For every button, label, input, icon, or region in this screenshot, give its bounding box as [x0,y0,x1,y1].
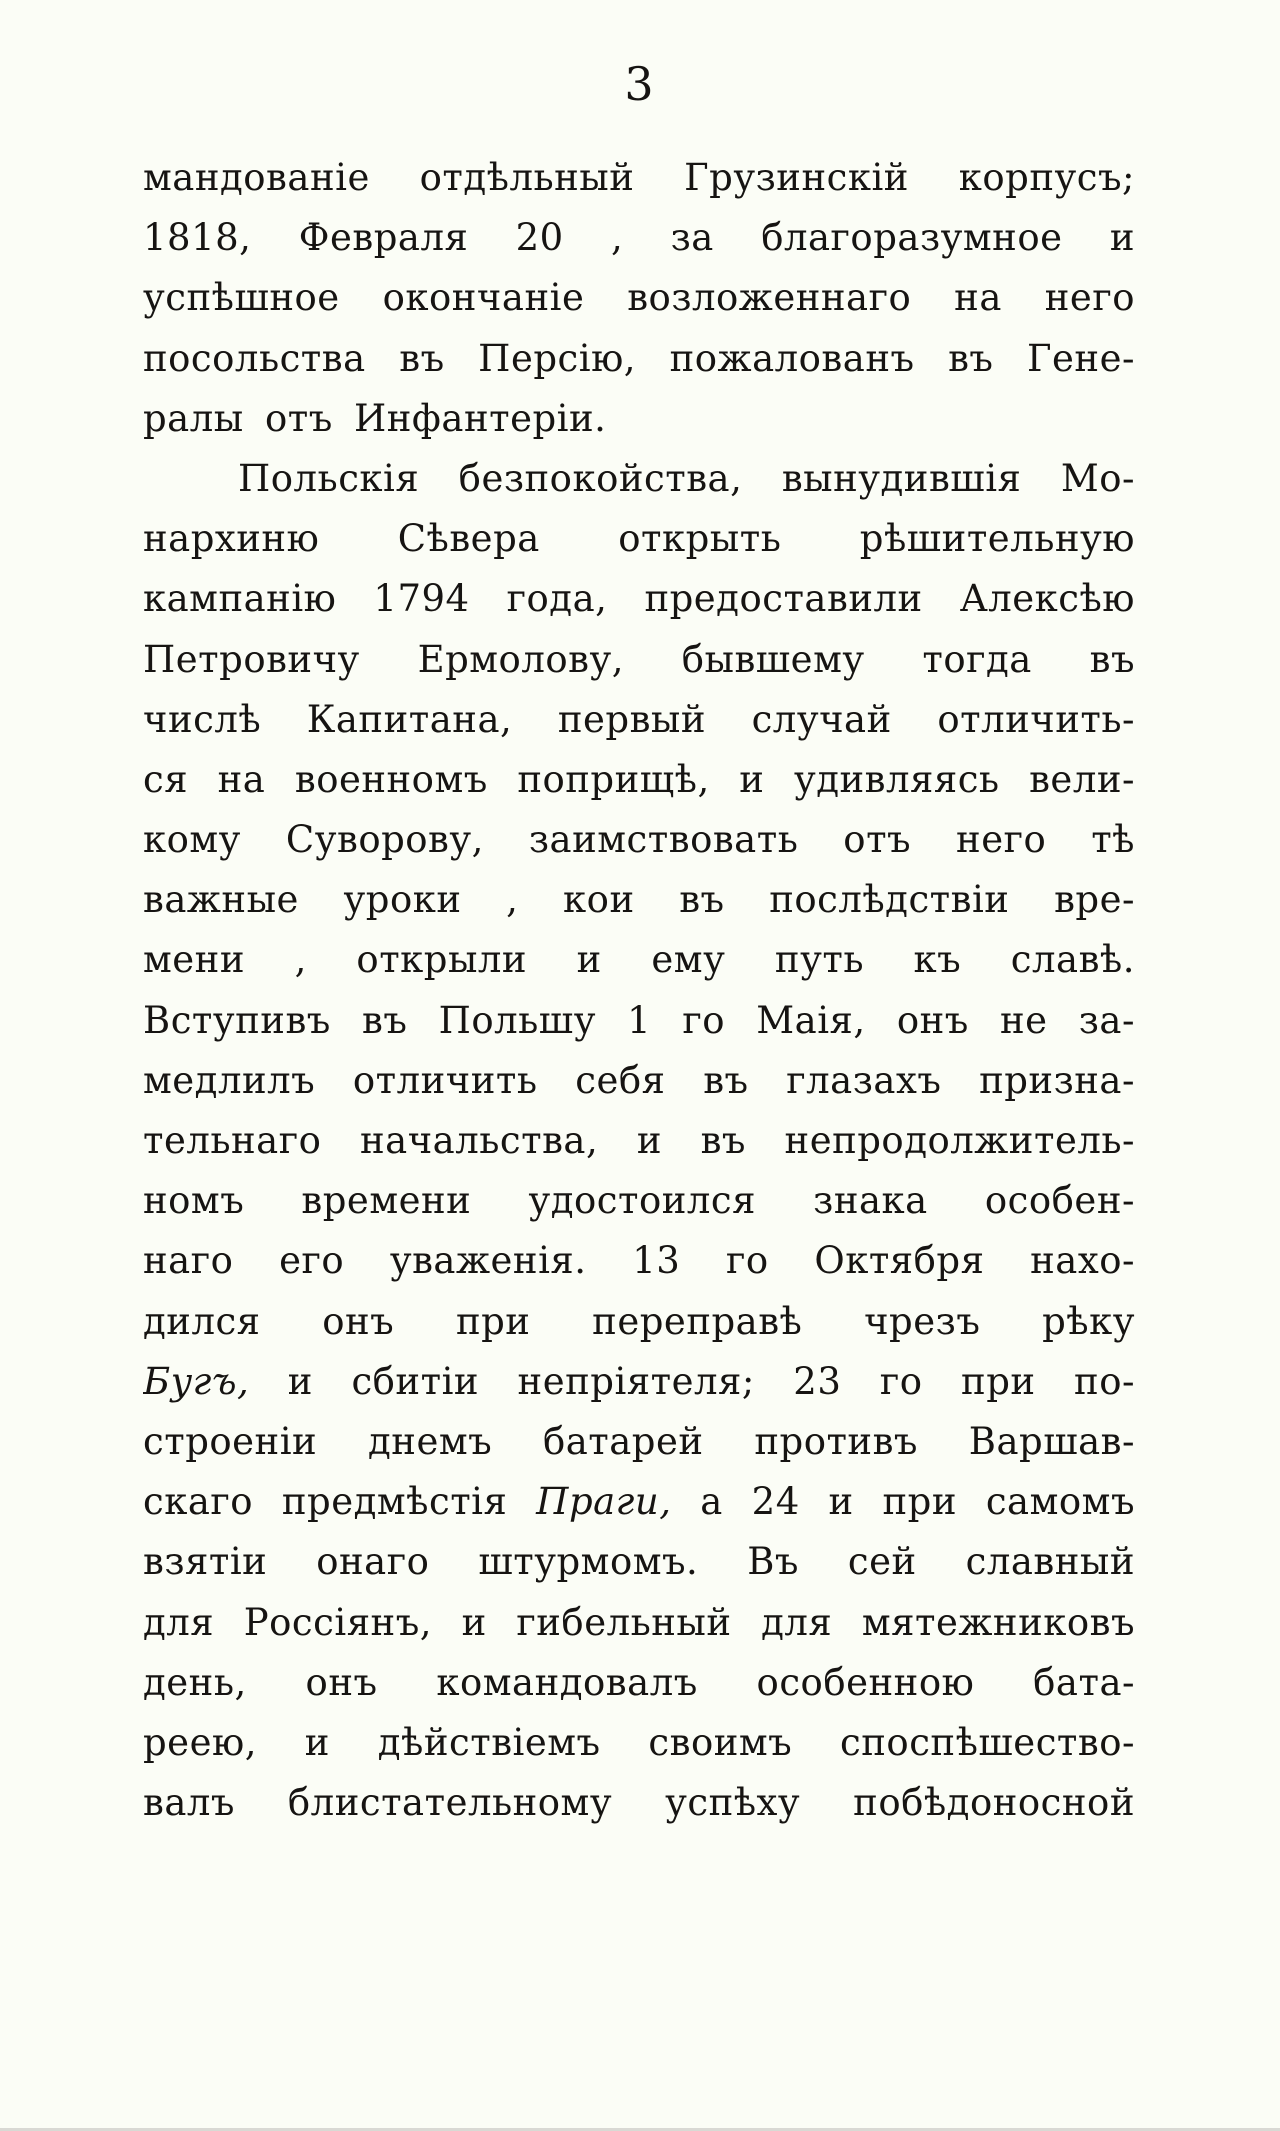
italic-text-segment: Бугъ, [143,1359,250,1403]
text-line [143,930,1135,990]
page-number: 3 [624,57,654,111]
text-line [143,1051,1135,1111]
text-segment: важные уроки , кои въ послѣдствіи вре- [143,878,1135,922]
text-segment: дился онъ при переправѣ чрезъ рѣку [143,1299,1135,1343]
text-line [143,329,1135,389]
text-line [143,810,1135,870]
text-block [143,148,1135,1833]
text-segment: скаго предмѣстія [143,1480,537,1524]
text-line [143,1532,1135,1592]
text-segment: номъ времени удостоился знака особен- [143,1179,1135,1223]
text-segment: кому Суворову, заимствовать отъ него тѣ [143,818,1135,862]
text-line [143,1593,1135,1653]
text-line [143,1653,1135,1713]
text-segment: кампанію 1794 года, предоставили Алексѣю [143,577,1135,621]
text-line [143,991,1135,1051]
text-line [143,1412,1135,1472]
text-segment: валъ блистательному успѣху побѣдоносной [143,1781,1135,1825]
italic-text-segment: Праги, [536,1480,672,1524]
text-segment: и сбитіи непріятеля; 23 го при по- [249,1359,1135,1403]
text-segment: для Россіянъ, и гибельный для мятежниковъ [143,1600,1135,1644]
text-segment: мандованіе отдѣльный Грузинскій корпусъ; [143,156,1135,199]
text-segment: 1818, Февраля 20 , за благоразумное и [143,216,1135,260]
text-segment: Польскія безпокойства, вынудившія Мо- [238,456,1135,500]
text-segment: тельнаго начальства, и въ непродолжитель- [143,1119,1135,1162]
text-line [143,750,1135,810]
text-segment: день, онъ командовалъ особенною бата- [143,1660,1135,1704]
text-line [143,509,1135,569]
text-segment: а 24 и при самомъ [671,1480,1135,1524]
text-segment: посольства въ Персію, пожалованъ въ Гене- [143,336,1135,380]
text-segment: нархиню Сѣвера открыть рѣшительную [143,517,1135,561]
text-line [143,1472,1135,1532]
text-line [143,1111,1135,1171]
text-line [143,870,1135,930]
text-line [143,389,1135,449]
text-line [143,1292,1135,1352]
text-segment: строеніи днемъ батарей противъ Варшав- [143,1419,1135,1463]
text-line [143,1773,1135,1833]
text-line [143,630,1135,690]
text-segment: ралы отъ Инфантеріи. [143,396,607,440]
text-line [143,569,1135,629]
text-line [143,1231,1135,1291]
text-line [143,208,1135,268]
text-segment: взятіи онаго штурмомъ. Въ сей славный [143,1540,1135,1584]
text-segment: наго его уваженія. 13 го Октября нахо- [143,1239,1135,1283]
text-line [143,268,1135,328]
text-line [143,1713,1135,1773]
text-segment: Петровичу Ермолову, бывшему тогда въ [143,637,1135,681]
text-line [143,1352,1135,1412]
text-segment: числѣ Капитана, первый случай отличить- [143,697,1135,741]
text-line [143,148,1135,208]
text-segment: успѣшное окончаніе возложеннаго на него [143,276,1135,320]
text-segment: мени , открыли и ему путь къ славѣ. [143,938,1135,982]
text-segment: ся на военномъ поприщѣ, и удивляясь вели- [143,757,1135,801]
text-line [143,690,1135,750]
text-line [143,449,1135,509]
text-segment: Вступивъ въ Польшу 1 го Маія, онъ не за- [143,998,1135,1042]
text-segment: реею, и дѣйствіемъ своимъ споспѣшество- [143,1720,1135,1764]
text-segment: медлилъ отличить себя въ глазахъ призна- [143,1058,1135,1102]
text-line [143,1171,1135,1231]
